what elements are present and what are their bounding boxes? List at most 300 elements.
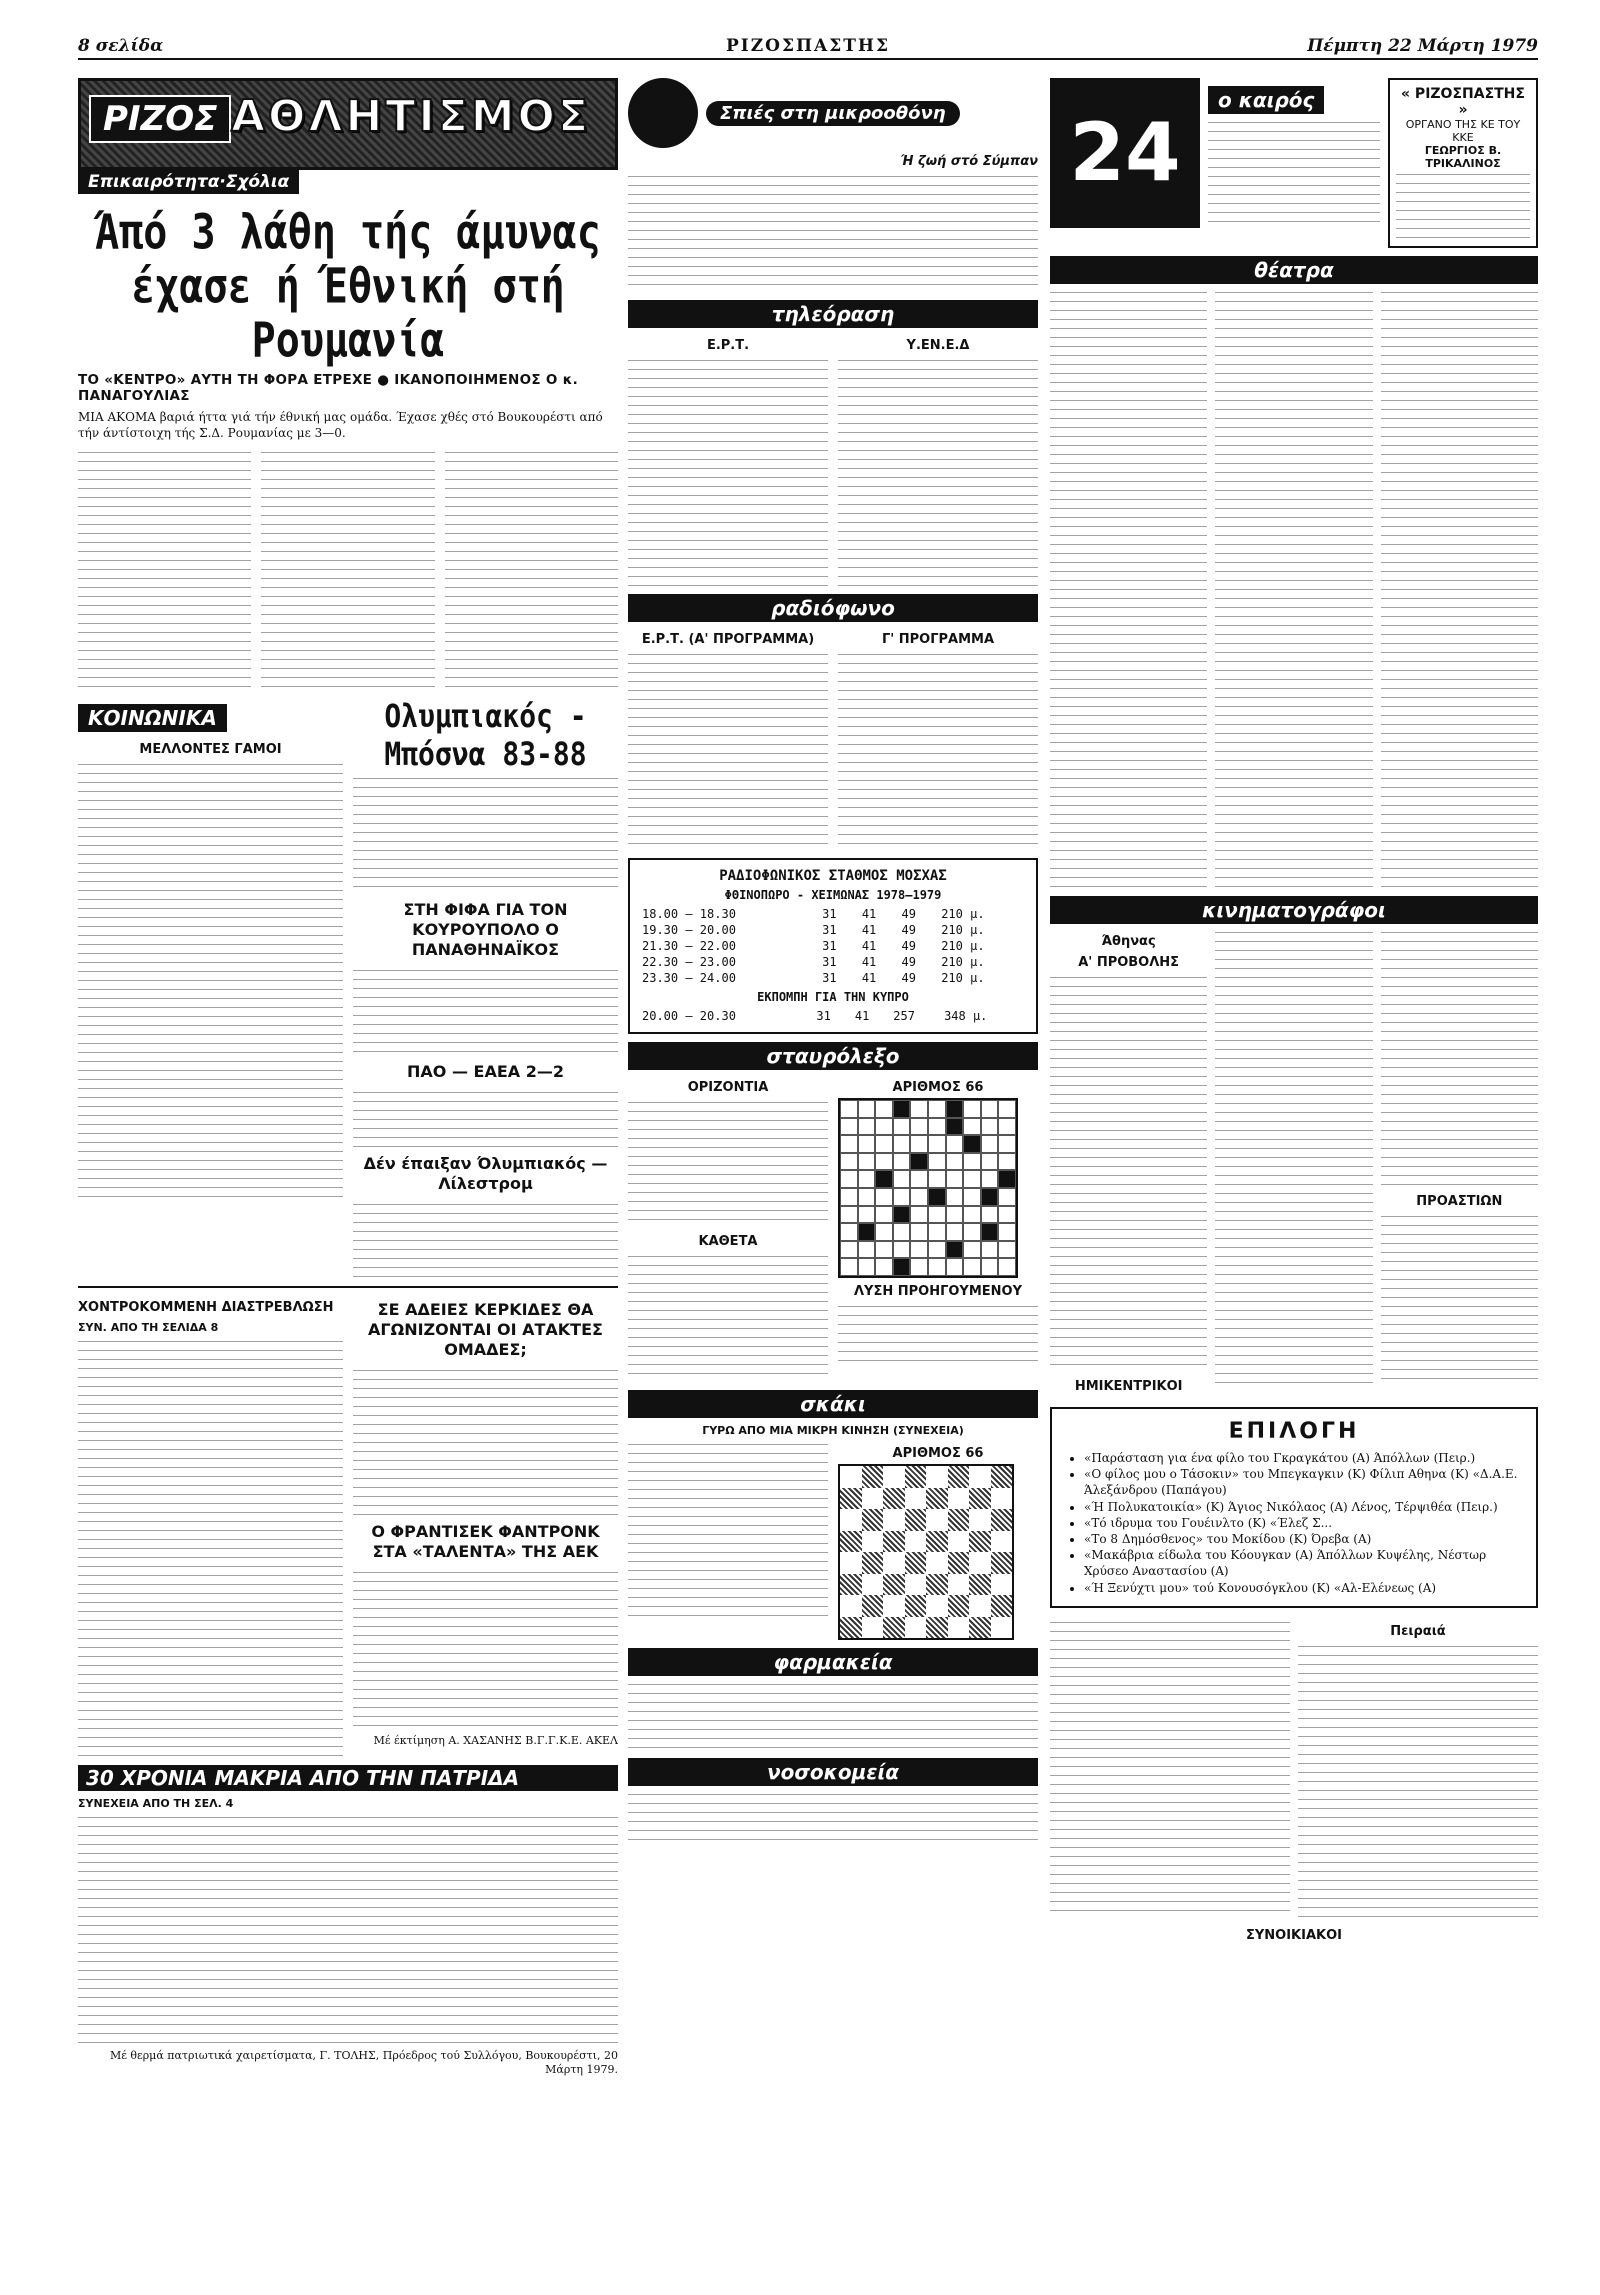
schedule-cell: 23.30 — 24.00 [642, 971, 736, 985]
issue-date: Πέμπτη 22 Μάρτη 1979 [1307, 36, 1538, 56]
chess-square [905, 1488, 927, 1510]
crossword-cell [946, 1153, 964, 1171]
den-epaixan-text [353, 1200, 618, 1280]
chess-square [948, 1509, 970, 1531]
crossword-cell [946, 1206, 964, 1224]
chess-square [862, 1466, 884, 1488]
schedule-cell: 41 [861, 923, 877, 937]
chess-square [926, 1488, 948, 1510]
crossword-cell [840, 1241, 858, 1259]
page-number: 8 σελίδα [78, 36, 164, 56]
crossword-cell [840, 1135, 858, 1153]
crossword-vertical-clues [628, 1252, 828, 1382]
crossword-cell [946, 1188, 964, 1206]
signature: Μέ έκτίμηση Α. ΧΑΣΑΝΗΣ Β.Γ.Γ.Κ.Ε. ΑΚΕΛ [373, 1733, 618, 1747]
schedule-cell: 210 μ. [941, 939, 985, 953]
radio-program-a-text [628, 650, 828, 850]
selection-item: • «Ο φίλος μου ο Τάσοκιν» του Μπεγκαγκιν (Κ) Φίλιπ Αθηνα (Κ) «Δ.Α.Ε. Άλεξάνδρου (Παπάγου) [1084, 1466, 1522, 1498]
ert-program [628, 356, 828, 586]
crossword-cell [963, 1188, 981, 1206]
moscow-title: ΡΑΔΙΟΦΩΝΙΚΟΣ ΣΤΑΘΜΟΣ ΜΟΣΧΑΣ [719, 868, 947, 884]
chess-square [926, 1574, 948, 1596]
crossword-cell [928, 1188, 946, 1206]
moscow-radio-box [628, 858, 1038, 1034]
chess-square [862, 1617, 884, 1639]
crossword-cell [910, 1223, 928, 1241]
chess-square [840, 1531, 862, 1553]
theatre-section: θέατρα [1050, 256, 1538, 284]
chess-square [969, 1531, 991, 1553]
chess-square [883, 1466, 905, 1488]
crossword-cell [963, 1118, 981, 1136]
crossword-prev: ΛΥΣΗ ΠΡΟΗΓΟΥΜΕΝΟΥ [853, 1284, 1022, 1299]
crossword-cell [858, 1206, 876, 1224]
crossword-cell [910, 1188, 928, 1206]
cinema-piraeus-list [1298, 1642, 1538, 1922]
talenta-headline: Ο ΦΡΑΝΤΙΣΕΚ ΦΑΝΤΡΟΝΚ ΣΤΑ «ΤΑΛΕΝΤΑ» ΤΗΣ ΑΕΚ [371, 1521, 600, 1561]
crossword-cell [963, 1241, 981, 1259]
chess-square [948, 1617, 970, 1639]
chess-square [905, 1552, 927, 1574]
crossword-cell [893, 1135, 911, 1153]
small-screen-subtitle: Ή ζωή στό Σύμπαν [900, 154, 1038, 169]
crossword-cell [963, 1223, 981, 1241]
article-col-2 [261, 448, 434, 688]
crossword-cell [910, 1118, 928, 1136]
weather-section: ο καιρός [1208, 86, 1324, 114]
schedule-cell: 21.30 — 22.00 [642, 939, 736, 953]
pao-eaea-headline: ΠΑΟ — ΕΑΕΑ 2—2 [407, 1061, 564, 1081]
schedule-cell: 41 [861, 939, 877, 953]
radio-program-a: Ε.Ρ.Τ. (Α' ΠΡΟΓΡΑΜΜΑ) [641, 632, 815, 647]
theatre-list-1 [1050, 288, 1207, 888]
chess-square [840, 1552, 862, 1574]
chess-square [883, 1574, 905, 1596]
broken-text [78, 1337, 343, 1757]
schedule-cell: 210 μ. [941, 955, 985, 969]
chess-square [948, 1552, 970, 1574]
fifa-text [353, 966, 618, 1056]
crossword-cell [858, 1223, 876, 1241]
crossword-cell [981, 1170, 999, 1188]
chess-square [948, 1595, 970, 1617]
crossword-cell [998, 1188, 1016, 1206]
chess-square [926, 1509, 948, 1531]
radio-section: ραδιόφωνο [628, 594, 1038, 622]
chess-square [883, 1509, 905, 1531]
chess-square [840, 1617, 862, 1639]
crossword-cell [840, 1188, 858, 1206]
schedule-cell: 210 μ. [941, 907, 985, 921]
crossword-cell [840, 1170, 858, 1188]
crossword-cell [858, 1100, 876, 1118]
masthead-sub: ΟΡΓΑΝΟ ΤΗΣ ΚΕ ΤΟΥ ΚΚΕ [1405, 118, 1521, 144]
selection-item: • «Ή Πολυκατοικία» (Κ) Άγιος Νικόλαος (Α) Λένος, Τέρψιθέα (Πειρ.) [1084, 1499, 1522, 1515]
weddings-title: ΜΕΛΛΟΝΤΕΣ ΓΑΜΟΙ [139, 741, 282, 757]
chess-square [905, 1531, 927, 1553]
chess-title: ΓΥΡΩ ΑΠΟ ΜΙΑ ΜΙΚΡΗ ΚΙΝΗΣΗ (ΣΥΝΕΧΕΙΑ) [702, 1424, 964, 1437]
crossword-cell [910, 1206, 928, 1224]
cyprus-schedule [638, 1008, 1028, 1024]
crossword-cell [998, 1153, 1016, 1171]
crossword-cell [981, 1153, 999, 1171]
chess-board [838, 1464, 1014, 1640]
social-section: ΚΟΙΝΩΝΙΚΑ [78, 704, 227, 732]
crossword-cell [910, 1100, 928, 1118]
article-body [78, 448, 618, 688]
crossword-cell [893, 1100, 911, 1118]
schedule-row [638, 906, 1028, 922]
crossword-cell [893, 1223, 911, 1241]
crossword-cell [981, 1100, 999, 1118]
cinema-list-3 [1381, 928, 1538, 1188]
crossword-cell [840, 1206, 858, 1224]
schedule-cell: 31 [822, 955, 837, 969]
crossword-cell [893, 1241, 911, 1259]
schedule-cell: 18.00 — 18.30 [642, 907, 736, 921]
chess-square [862, 1552, 884, 1574]
cinema-list-2 [1215, 928, 1372, 1388]
tv-section: τηλεόραση [628, 300, 1038, 328]
crossword-cell [893, 1258, 911, 1276]
crossword-cell [858, 1170, 876, 1188]
cinema-city: Άθηνας [1101, 934, 1156, 949]
crossword-cell [893, 1153, 911, 1171]
chess-square [948, 1574, 970, 1596]
crossword-cell [963, 1206, 981, 1224]
crossword-cell [910, 1135, 928, 1153]
yened-program [838, 356, 1038, 586]
moscow-season: ΦΘΙΝΟΠΩΡΟ - ΧΕΙΜΩΝΑΣ 1978—1979 [724, 888, 942, 902]
broken-title: ΧΟΝΤΡΟΚΟΜΜΕΝΗ ΔΙΑΣΤΡΕΒΛΩΣΗ [78, 1299, 334, 1315]
cinema-synoikiakoi: ΣΥΝΟΙΚΙΑΚΟΙ [1246, 1927, 1342, 1943]
middle-column [628, 78, 1038, 2268]
main-headline: Άπό 3 λάθη τής άμυνας έχασε ή Έθνική στή Ρουμανία [95, 205, 601, 369]
crossword-cell [998, 1258, 1016, 1276]
cyprus-title: ΕΚΠΟΜΠΗ ΓΙΑ ΤΗΝ ΚΥΠΡΟ [757, 990, 909, 1004]
crossword-grid [838, 1098, 1018, 1278]
chess-square [883, 1617, 905, 1639]
schedule-cell: 41 [861, 955, 877, 969]
schedule-cell: 19.30 — 20.00 [642, 923, 736, 937]
masthead-name: « ΡΙΖΟΣΠΑΣΤΗΣ » [1401, 86, 1525, 118]
crossword-cell [963, 1100, 981, 1118]
selection-item: • «Τό ιδρυμα του Γουέινλτο (Κ) «Έλεζ Σ... [1084, 1515, 1522, 1531]
hospital-text [628, 1790, 1038, 1840]
crossword-horizontal: ΟΡΙΖΟΝΤΙΑ [687, 1080, 769, 1095]
chess-text [628, 1440, 828, 1616]
chess-section: σκάκι [628, 1390, 1038, 1418]
crossword-cell [928, 1118, 946, 1136]
crossword-cell [998, 1100, 1016, 1118]
chess-square [840, 1466, 862, 1488]
crossword-cell [858, 1118, 876, 1136]
crossword-cell [928, 1170, 946, 1188]
crossword-cell [981, 1135, 999, 1153]
crossword-cell [840, 1100, 858, 1118]
crossword-cell [998, 1223, 1016, 1241]
chess-square [969, 1552, 991, 1574]
crossword-cell [840, 1223, 858, 1241]
schedule-cell: 31 [822, 923, 837, 937]
chess-square [883, 1488, 905, 1510]
chess-square [905, 1466, 927, 1488]
thirty-years-bar [78, 1765, 618, 1791]
chess-square [969, 1488, 991, 1510]
olympiakos-text [353, 774, 618, 894]
chess-square [969, 1617, 991, 1639]
weddings-text [78, 760, 343, 1200]
crossword-number: ΑΡΙΘΜΟΣ 66 [892, 1080, 984, 1095]
theatre-list-2 [1215, 288, 1372, 888]
selection-item: • «Μακάβρια είδωλα του Κόουγκαν (Α) Άπόλλων Κυψέλης, Νέστωρ Χρύσεο Αναστασίου (Α) [1084, 1547, 1522, 1579]
crossword-cell [928, 1153, 946, 1171]
chess-square [991, 1466, 1013, 1488]
cinema-prostion: ΠΡΟΑΣΤΙΩΝ [1416, 1194, 1503, 1209]
headline-lede: ΜΙΑ ΑΚΟΜΑ βαριά ήττα γιά τήν έθνική μας ομάδα. Έχασε χθές στό Βουκουρέστι από τήν άντίστοιχη τής Σ.Δ. Ρουμανίας με 3—0. [78, 410, 603, 440]
schedule-cell: 210 μ. [941, 923, 985, 937]
schedule-cell: 31 [822, 939, 837, 953]
schedule-cell: 49 [901, 971, 916, 985]
chess-square [905, 1509, 927, 1531]
chess-square [969, 1509, 991, 1531]
pharmacy-text [628, 1680, 1038, 1750]
chess-square [926, 1595, 948, 1617]
schedule-cell: 49 [901, 939, 916, 953]
crossword-cell [875, 1206, 893, 1224]
crossword-cell [893, 1118, 911, 1136]
twentyfour-logo-icon: 24 [1050, 78, 1200, 228]
banner-rizos: ΡΙΖΟΣ [89, 95, 231, 143]
crossword-prev-text [838, 1302, 1038, 1362]
crossword-cell [963, 1170, 981, 1188]
cinema-nimi: ΗΜΙΚΕΝΤΡΙΚΟΙ [1074, 1379, 1183, 1394]
schedule-row [638, 938, 1028, 954]
screen-logo-icon [628, 78, 698, 148]
sideis-headline: ΣΕ ΑΔΕΙΕΣ ΚΕΡΚΙΔΕΣ ΘΑ ΑΓΩΝΙΖΟΝΤΑΙ ΟΙ ΑΤΑΚΤΕΣ ΟΜΑΔΕΣ; [368, 1299, 603, 1359]
chess-square [840, 1574, 862, 1596]
schedule-cell: 41 [861, 971, 877, 985]
sports-banner [78, 78, 618, 170]
crossword-cell [928, 1223, 946, 1241]
crossword-cell [946, 1223, 964, 1241]
crossword-cell [963, 1258, 981, 1276]
fifa-headline: ΣΤΗ ΦΙΦΑ ΓΙΑ ΤΟΝ ΚΟΥΡΟΥΠΟΛΟ Ο ΠΑΝΑΘΗΝΑΪΚΟΣ [403, 899, 568, 959]
selection-item: • «Ή Ξενύχτι μου» τού Κονουσόγκλου (Κ) «Αλ-Ελένεως (Α) [1084, 1580, 1522, 1596]
crossword-cell [875, 1135, 893, 1153]
crossword-cell [910, 1258, 928, 1276]
cinema-piraeus: Πειραιά [1390, 1623, 1446, 1639]
crossword-cell [875, 1188, 893, 1206]
crossword-cell [893, 1206, 911, 1224]
chess-square [991, 1595, 1013, 1617]
crossword-cell [998, 1206, 1016, 1224]
sports-subtitle: Επικαιρότητα·Σχόλια [78, 170, 299, 194]
crossword-cell [893, 1188, 911, 1206]
chess-square [969, 1595, 991, 1617]
chess-square [883, 1595, 905, 1617]
crossword-cell [910, 1170, 928, 1188]
crossword-cell [875, 1241, 893, 1259]
crossword-cell [875, 1223, 893, 1241]
chess-square [840, 1595, 862, 1617]
right-column [1050, 78, 1538, 2268]
chess-square [969, 1574, 991, 1596]
schedule-cell: 348 μ. [944, 1009, 988, 1023]
schedule-cell: 49 [901, 907, 916, 921]
yened-title: Υ.ΕΝ.Ε.Δ [906, 338, 970, 353]
chess-square [948, 1488, 970, 1510]
crossword-cell [946, 1135, 964, 1153]
small-screen-title: Σπιές στη μικροοθόνη [706, 101, 960, 126]
chess-square [862, 1595, 884, 1617]
crossword-cell [928, 1258, 946, 1276]
den-epaixan-headline: Δέν έπαιξαν Όλυμπιακός — Λίλεστρομ [363, 1153, 608, 1193]
crossword-cell [840, 1118, 858, 1136]
pao-text [353, 1088, 618, 1148]
chess-square [840, 1509, 862, 1531]
crossword-cell [981, 1241, 999, 1259]
chess-square [905, 1595, 927, 1617]
chess-square [948, 1466, 970, 1488]
schedule-cell: 49 [901, 923, 916, 937]
chess-square [840, 1488, 862, 1510]
article-col-1 [78, 448, 251, 688]
chess-square [926, 1552, 948, 1574]
hospital-section: νοσοκομεία [628, 1758, 1038, 1786]
crossword-cell [875, 1258, 893, 1276]
schedule-row [638, 970, 1028, 986]
masthead-publisher: ΓΕΩΡΓΙΟΣ Β. ΤΡΙΚΑΛΙΝΟΣ [1424, 144, 1502, 170]
schedule-row [638, 922, 1028, 938]
chess-square [926, 1531, 948, 1553]
crossword-cell [928, 1100, 946, 1118]
selection-list [1066, 1450, 1522, 1596]
crossword-cell [858, 1258, 876, 1276]
selection-title: ΕΠΙΛΟΓΗ [1228, 1419, 1360, 1444]
crossword-cell [998, 1118, 1016, 1136]
crossword-cell [963, 1135, 981, 1153]
crossword-cell [858, 1188, 876, 1206]
chess-square [969, 1466, 991, 1488]
crossword-cell [998, 1135, 1016, 1153]
crossword-cell [875, 1170, 893, 1188]
headline-deck: ΤΟ «ΚΕΝΤΡΟ» ΑΥΤΗ ΤΗ ΦΟΡΑ ΕΤΡΕΧΕ ● ΙΚΑΝΟΠΟΙΗΜΕΝΟΣ Ο κ. ΠΑΝΑΓΟΥΛΙΑΣ [78, 372, 579, 405]
crossword-cell [910, 1153, 928, 1171]
ert-title: Ε.Ρ.Τ. [706, 338, 750, 353]
thirty-years-continues: ΣΥΝΕΧΕΙΑ ΑΠΟ ΤΗ ΣΕΛ. 4 [78, 1796, 234, 1810]
crossword-cell [875, 1118, 893, 1136]
chess-square [926, 1617, 948, 1639]
schedule-cell: 210 μ. [941, 971, 985, 985]
chess-square [883, 1531, 905, 1553]
chess-square [991, 1552, 1013, 1574]
theatre-list-3 [1381, 288, 1538, 888]
crossword-cell [928, 1135, 946, 1153]
schedule-cell: 31 [822, 907, 837, 921]
crossword-cell [875, 1100, 893, 1118]
chess-square [905, 1617, 927, 1639]
chess-square [991, 1488, 1013, 1510]
newspaper-name: ΡΙΖΟΣΠΑΣΤΗΣ [726, 36, 890, 56]
crossword-cell [998, 1241, 1016, 1259]
crossword-cell [858, 1241, 876, 1259]
crossword-cell [981, 1118, 999, 1136]
schedule-row [638, 954, 1028, 970]
thirty-years-signature: Μέ θερμά πατριωτικά χαιρετίσματα, Γ. ΤΟΛΗΣ, Πρόεδρος τού Συλλόγου, Βουκουρέστι, 20 Μάρτη 1979. [109, 2048, 618, 2076]
crossword-cell [946, 1100, 964, 1118]
chess-square [991, 1531, 1013, 1553]
small-screen-text [628, 172, 1038, 292]
crossword-cell [981, 1206, 999, 1224]
cinema-list-1 [1050, 973, 1207, 1373]
radio-program-c-text [838, 650, 1038, 850]
cinema-section: κινηματογράφοι [1050, 896, 1538, 924]
schedule-cell: 257 [893, 1009, 915, 1023]
selection-item: • «Παράσταση για ένα φίλο του Γκραγκάτου (Α) Άπόλλων (Πειρ.) [1084, 1450, 1522, 1466]
crossword-cell [928, 1206, 946, 1224]
crossword-cell [963, 1153, 981, 1171]
crossword-cell [981, 1223, 999, 1241]
chess-square [862, 1509, 884, 1531]
schedule-cell: 41 [854, 1009, 870, 1023]
chess-square [991, 1574, 1013, 1596]
crossword-cell [946, 1258, 964, 1276]
chess-number: ΑΡΙΘΜΟΣ 66 [892, 1446, 984, 1461]
chess-square [991, 1617, 1013, 1639]
crossword-cell [981, 1188, 999, 1206]
banner-title: ΑΘΛΗΤΙΣΜΟΣ [231, 91, 592, 142]
chess-square [905, 1574, 927, 1596]
chess-square [948, 1531, 970, 1553]
schedule-cell: 31 [816, 1009, 831, 1023]
crossword-cell [840, 1153, 858, 1171]
cinema-first: Α' ΠΡΟΒΟΛΗΣ [1078, 955, 1180, 970]
page-header [78, 34, 1538, 60]
crossword-cell [946, 1170, 964, 1188]
chess-square [991, 1509, 1013, 1531]
thirty-years-title: 30 ΧΡΟΝΙΑ ΜΑΚΡΙΑ ΑΠΟ ΤΗΝ ΠΑΤΡΙΔΑ [86, 1765, 520, 1790]
schedule-cell: 22.30 — 23.00 [642, 955, 736, 969]
pharmacy-section: φαρμακεία [628, 1648, 1038, 1676]
crossword-cell [998, 1170, 1016, 1188]
masthead-box [1388, 78, 1538, 248]
schedule-row [638, 1008, 1028, 1024]
crossword-cell [893, 1170, 911, 1188]
thirty-years-text [78, 1813, 618, 2043]
schedule-cell: 20.00 — 20.30 [642, 1009, 736, 1023]
schedule-cell: 49 [901, 955, 916, 969]
talenta-text [353, 1568, 618, 1728]
cinema-list-4 [1381, 1212, 1538, 1382]
cinema-list-5 [1050, 1618, 1290, 1918]
crossword-section: σταυρόλεξο [628, 1042, 1038, 1070]
sports-column [78, 78, 618, 2268]
crossword-cell [875, 1153, 893, 1171]
chess-square [862, 1574, 884, 1596]
olympiakos-headline: Ολυμπιακός - Μπόσνα 83-88 [384, 696, 587, 773]
crossword-horizontal-clues [628, 1098, 828, 1228]
crossword-cell [840, 1258, 858, 1276]
moscow-schedule [638, 906, 1028, 986]
schedule-cell: 31 [822, 971, 837, 985]
chess-square [926, 1466, 948, 1488]
selection-box [1050, 1407, 1538, 1608]
radio-program-c: Γ' ΠΡΟΓΡΑΜΜΑ [881, 632, 995, 647]
chess-square [862, 1531, 884, 1553]
broken-continues: ΣΥΝ. ΑΠΟ ΤΗ ΣΕΛΙΔΑ 8 [78, 1320, 219, 1334]
crossword-cell [910, 1241, 928, 1259]
